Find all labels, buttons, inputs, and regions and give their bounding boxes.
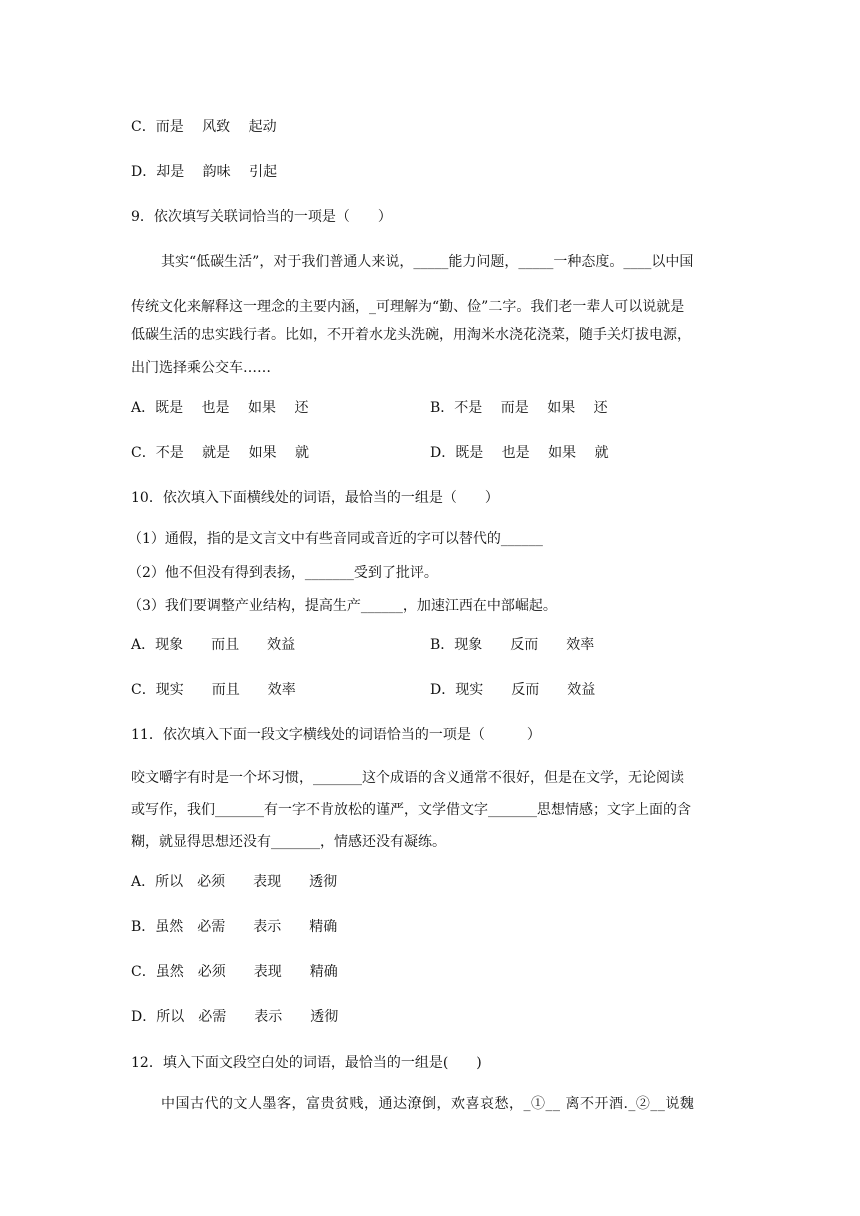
option-11a: A．所以 必须 表现 透彻 bbox=[131, 874, 338, 890]
option-9a: A．既是 也是 如果 还 bbox=[131, 400, 309, 416]
option-10a: A．现象 而且 效益 bbox=[131, 637, 296, 653]
question-11-para-line-1: 咬文嚼字有时是一个坏习惯，_______这个成语的含义通常不很好，但是在文学，无论阅读 bbox=[131, 770, 684, 786]
question-10-item-1: （1）通假，指的是文言文中有些音同或音近的字可以替代的______ bbox=[128, 531, 543, 547]
option-10b: B．现象 反而 效率 bbox=[430, 637, 595, 653]
option-11c: C．虽然 必须 表现 精确 bbox=[131, 964, 338, 980]
option-10c: C．现实 而且 效率 bbox=[131, 682, 296, 698]
question-11-stem: 11．依次填入下面一段文字横线处的词语恰当的一项是（ ） bbox=[131, 727, 541, 743]
question-9-para-line-3: 低碳生活的忠实践行者。比如，不开着水龙头洗碗，用淘米水浇花浇菜，随手关灯拔电源， bbox=[131, 327, 691, 343]
option-9d: D．既是 也是 如果 就 bbox=[430, 445, 609, 461]
option-8c: C．而是 风致 起动 bbox=[131, 119, 277, 135]
question-11-para-line-3: 糊，就显得思想还没有_______，情感还没有凝练。 bbox=[131, 834, 446, 850]
question-11-para-line-2: 或写作，我们_______有一字不肯放松的谨严，文学借文字_______思想情感；文字上面的含 bbox=[131, 802, 691, 818]
option-11b: B．虽然 必需 表示 精确 bbox=[131, 919, 338, 935]
question-12-para-line-1: 中国古代的文人墨客，富贵贫贱，通达潦倒，欢喜哀愁，_①__ 离不开酒._②__说魏 bbox=[161, 1096, 695, 1112]
question-12-stem: 12．填入下面文段空白处的词语，最恰当的一组是( ) bbox=[131, 1055, 482, 1071]
option-8d: D．却是 韵味 引起 bbox=[131, 164, 278, 180]
question-9-para-line-1: 其实“低碳生活”，对于我们普通人来说，_____能力问题，_____一种态度。____以中国 bbox=[161, 254, 694, 270]
option-9b: B．不是 而是 如果 还 bbox=[430, 400, 608, 416]
question-9-para-line-4: 出门选择乘公交车…… bbox=[131, 360, 271, 376]
question-10-item-2: （2）他不但没有得到表扬，_______受到了批评。 bbox=[128, 565, 438, 581]
question-9-para-line-2: 传统文化来解释这一理念的主要内涵，_可理解为“勤、俭”二字。我们老一辈人可以说就是 bbox=[131, 299, 685, 315]
question-10-item-3: （3）我们要调整产业结构，提高生产______，加速江西在中部崛起。 bbox=[128, 598, 557, 614]
question-9-stem: 9．依次填写关联词恰当的一项是（ ） bbox=[131, 209, 392, 225]
option-9c: C．不是 就是 如果 就 bbox=[131, 445, 310, 461]
option-11d: D．所以 必需 表示 透彻 bbox=[131, 1009, 339, 1025]
option-10d: D．现实 反而 效益 bbox=[430, 682, 596, 698]
question-10-stem: 10．依次填入下面横线处的词语，最恰当的一组是（ ） bbox=[131, 490, 499, 506]
